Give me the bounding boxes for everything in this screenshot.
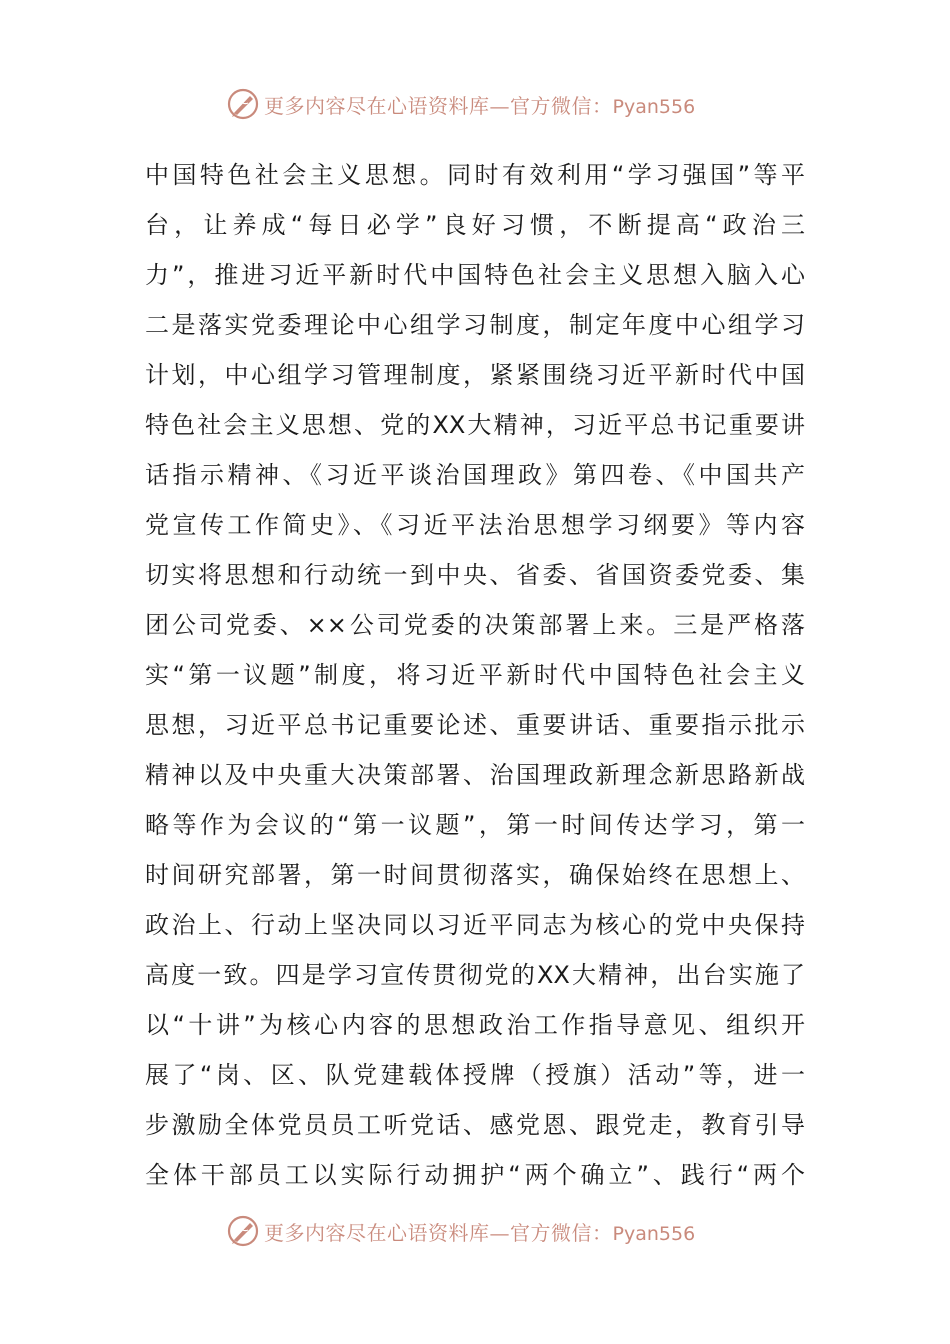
- text-line: 精神以及中央重大决策部署、治国理政新理念新思路新战: [145, 761, 805, 789]
- quill-logo-icon: [226, 87, 260, 121]
- text-line: 高度一致。四是学习宣传贯彻党的XX大精神，出台实施了: [145, 961, 805, 989]
- header-banner-text: 更多内容尽在心语资料库—官方微信：Pyan556: [264, 93, 696, 118]
- text-line: 展了“岗、区、队党建载体授牌（授旗）活动”等，进一: [145, 1061, 805, 1089]
- footer-banner-text: 更多内容尽在心语资料库—官方微信：Pyan556: [264, 1220, 696, 1245]
- footer-wechat-id: Pyan556: [612, 1222, 696, 1245]
- header-wechat-id: Pyan556: [612, 95, 696, 118]
- text-line: 二是落实党委理论中心组学习制度，制定年度中心组学习: [145, 311, 805, 339]
- quill-logo-icon: [226, 1214, 260, 1248]
- text-line: 计划，中心组学习管理制度，紧紧围绕习近平新时代中国: [145, 361, 805, 389]
- text-line: 实“第一议题”制度，将习近平新时代中国特色社会主义: [145, 661, 805, 689]
- text-line: 中国特色社会主义思想。同时有效利用“学习强国”等平: [145, 161, 805, 189]
- text-line: 思想，习近平总书记重要论述、重要讲话、重要指示批示: [145, 711, 805, 739]
- text-line: 政治上、行动上坚决同以习近平同志为核心的党中央保持: [145, 911, 805, 939]
- text-line: 团公司党委、××公司党委的决策部署上来。三是严格落: [145, 611, 805, 639]
- text-line: 力”，推进习近平新时代中国特色社会主义思想入脑入心: [145, 261, 805, 289]
- text-line: 全体干部员工以实际行动拥护“两个确立”、践行“两个: [145, 1161, 805, 1189]
- text-line: 步激励全体党员员工听党话、感党恩、跟党走，教育引导: [145, 1111, 805, 1139]
- text-line: 党宣传工作简史》、《习近平法治思想学习纲要》等内容: [145, 511, 805, 539]
- body-paragraph: [145, 150, 815, 1200]
- text-line: 切实将思想和行动统一到中央、省委、省国资委党委、集: [145, 561, 805, 589]
- text-line: 以“十讲”为核心内容的思想政治工作指导意见、组织开: [145, 1011, 805, 1039]
- text-line: 话指示精神、《习近平谈治国理政》第四卷、《中国共产: [145, 461, 805, 489]
- text-line: 特色社会主义思想、党的XX大精神，习近平总书记重要讲: [145, 411, 805, 439]
- footer-watermark-banner: [226, 1211, 726, 1251]
- text-line: 台，让养成“每日必学”良好习惯，不断提高“政治三: [145, 211, 805, 239]
- text-line: 时间研究部署，第一时间贯彻落实，确保始终在思想上、: [145, 861, 805, 889]
- header-watermark-banner: [226, 84, 726, 124]
- text-line: 略等作为会议的“第一议题”，第一时间传达学习，第一: [145, 811, 805, 839]
